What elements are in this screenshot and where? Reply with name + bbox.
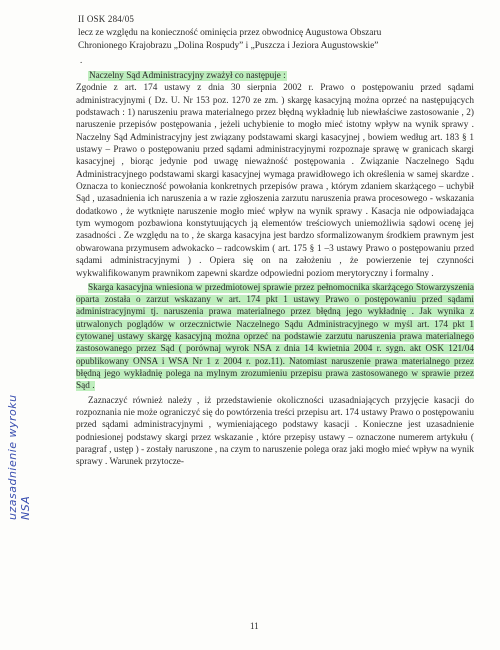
handwritten-margin-note: uzasadnienie wyroku NSA: [6, 394, 32, 520]
paragraph-2-text: Skarga kasacyjna wniesiona w przedmiotowej sprawie przez pełnomocnika skarżącego Stowarzyszenia oparta została o zarzut wskazany w art. 174 pkt 1 ustawy Prawo o postępowaniu przed sądami administracyjnymi tj. naruszenia prawa materialnego przez błędną jego wykładnię . Jak wynika z utrwalonych poglądów w orzecznictwie Naczelnego Sądu Administracyjnego w myśl art. 174 pkt 1 cytowanej ustawy skargę kasacyjną można oprzeć na podstawie zarzutu naruszenia prawa materialnego zastosowanego przez Sąd ( porównaj wyrok NSA z dnia 14 kwietnia 2004 r. sygn. akt OSK 121/04 opublikowany ONSA i WSA Nr 1 z 2004 r. poz.11). Natomiast naruszenie prawa materialnego przez błędną jego wykładnię polega na mylnym zrozumieniu przepisu prawa zastosowanego w sprawie przez Sąd .: [76, 282, 474, 392]
paragraph-2: [76, 282, 474, 393]
header-line-2: Chronionego Krajobrazu „Dolina Rospudy” i „Puszcza i Jeziora Augustowskie”: [78, 41, 379, 51]
body-text: [76, 70, 474, 470]
paragraph-3: [76, 395, 474, 469]
page-number: 11: [250, 621, 259, 631]
case-number: II OSK 284/05: [78, 14, 135, 24]
paragraph-1-text: Zgodnie z art. 174 ustawy z dnia 30 sierpnia 2002 r. Prawo o postępowaniu przed sądami administracyjnymi ( Dz. U. Nr 153 poz. 1270 ze zm. ) skargę kasacyjną można oprzeć na następujących podstawach : 1) naruszeniu prawa materialnego przez błędną wykładnię lub niewłaściwe zastosowanie , 2) naruszenie przepisów postępowania , jeżeli uchybienie to mogło mieć istotny wpływ na wynik sprawy . Naczelny Sąd Administracyjny jest związany podstawami skargi kasacyjnej , bowiem według art. 183 § 1 ustawy – Prawo o postępowaniu przed sądami administracyjnymi rozpoznaje sprawę w granicach skargi kasacyjnej , biorąc jedynie pod uwagę nieważność postępowania . Związanie Naczelnego Sądu Administracyjnego podstawami skargi kasacyjnej wymaga prawidłowego ich określenia w samej skardze . Oznacza to konieczność powołania konkretnych przepisów prawa , którym zdaniem skarżącego – uchybił Sąd , uzasadnienia ich naruszenia a w razie zgłoszenia zarzutu naruszenia prawa procesowego - wskazania dodatkowo , że wytknięte naruszenie mogło mieć wpływ na wynik sprawy . Kasacja nie odpowiadająca tym wymogom pozbawiona konstytuujących ją elementów treściowych uniemożliwia sądowi ocenę jej zasadności . Ze względu na to , że skarga kasacyjna jest bardzo sformalizowanym środkiem prawnym jest obwarowana przymusem adwokacko – radcowskim ( art. 175 § 1 –3 ustawy Prawo o postępowaniu przed sądami administracyjnymi ) . Opiera się on na założeniu , że powierzenie tej czynności wykwalifikowanym prawnikom zapewni skardze odpowiedni poziom merytoryczny i formalny .: [76, 83, 474, 279]
paragraph-3-text: Zaznaczyć również należy , iż przedstawienie okoliczności uzasadniających przyjęcie kasacji do rozpoznania nie może ograniczyć się do powtórzenia treści przepisu art. 174 ustawy Prawo o postępowaniu przed sądami administracyjnymi , wymieniającego podstawy kasacji . Konieczne jest uzasadnienie podniesionej podstawy skargi przez wskazanie , które przepisy ustawy – oznaczone numerem artykułu ( paragraf , ustęp ) - zostały naruszone , na czym to naruszenie polega oraz jaki mogło mieć wpływ na wynik sprawy . Warunek przytocze-: [76, 395, 474, 468]
dot-marker: .: [80, 55, 83, 65]
paragraph-1: [76, 70, 474, 280]
paragraph-1-intro: Naczelny Sąd Administracyjny zważył co następuje :: [89, 71, 286, 81]
header-line-1: lecz ze względu na konieczność ominięcia przez obwodnicę Augustowa Obszaru: [78, 28, 382, 38]
